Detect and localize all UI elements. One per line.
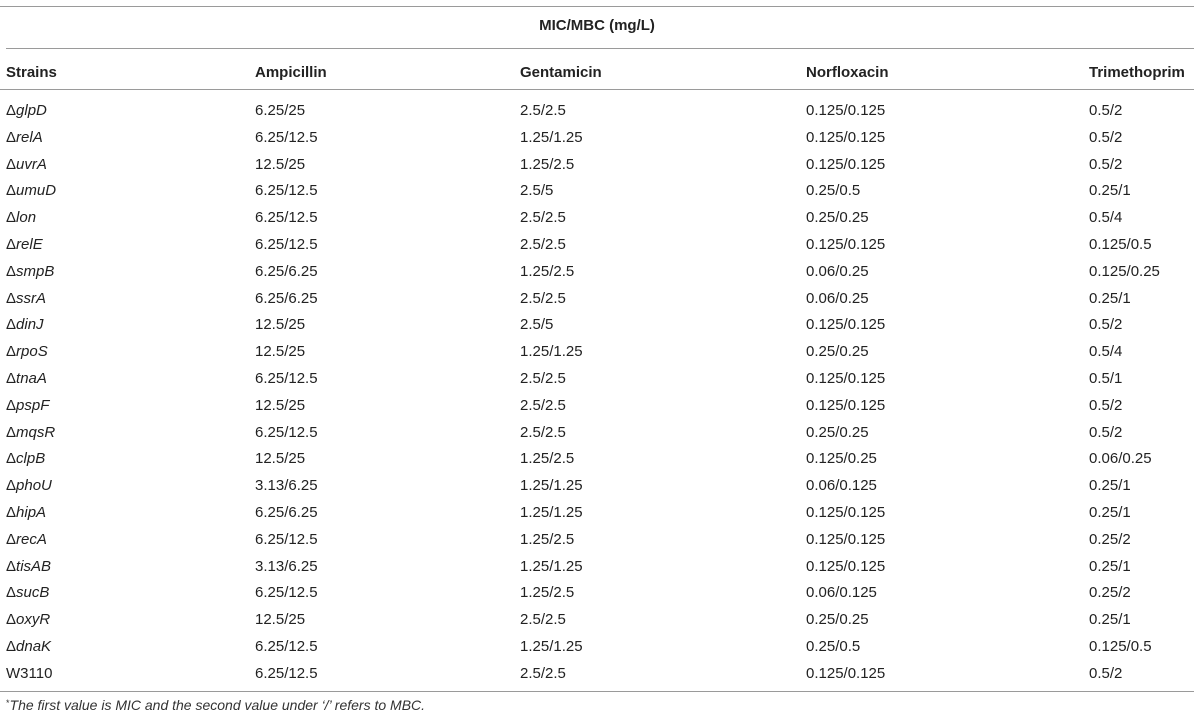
deletion-symbol: Δ bbox=[6, 262, 17, 280]
trimethoprim-cell: 0.5/4 bbox=[1089, 209, 1123, 227]
ampicillin-cell: 6.25/12.5 bbox=[255, 664, 318, 682]
strain-name: lon bbox=[16, 209, 37, 227]
strain-cell bbox=[6, 178, 56, 205]
trimethoprim-cell: 0.5/2 bbox=[1089, 316, 1123, 334]
table-bottom-rule bbox=[0, 691, 1194, 692]
norfloxacin-cell: 0.125/0.125 bbox=[806, 316, 886, 334]
trimethoprim-cell: 0.5/4 bbox=[1089, 343, 1123, 361]
ampicillin-cell: 3.13/6.25 bbox=[255, 557, 318, 575]
deletion-symbol: Δ bbox=[6, 343, 17, 361]
gentamicin-cell: 2.5/2.5 bbox=[520, 423, 566, 441]
strain-name: rpoS bbox=[16, 343, 48, 361]
trimethoprim-cell: 0.125/0.25 bbox=[1089, 262, 1160, 280]
trimethoprim-cell: 0.25/1 bbox=[1089, 557, 1131, 575]
table-row bbox=[0, 312, 1194, 339]
ampicillin-cell: 12.5/25 bbox=[255, 450, 306, 468]
group-header-rule bbox=[6, 48, 1194, 49]
strain-cell bbox=[6, 500, 46, 527]
strain-cell bbox=[6, 580, 49, 607]
table-row bbox=[0, 446, 1194, 473]
table-row bbox=[0, 661, 1194, 688]
strain-cell bbox=[6, 205, 36, 232]
group-header: MIC/MBC (mg/L) bbox=[539, 17, 655, 34]
footnote bbox=[6, 697, 425, 713]
norfloxacin-cell: 0.06/0.125 bbox=[806, 584, 877, 602]
trimethoprim-cell: 0.25/1 bbox=[1089, 504, 1131, 521]
gentamicin-cell: 2.5/2.5 bbox=[520, 396, 566, 414]
trimethoprim-cell: 0.5/2 bbox=[1089, 423, 1123, 441]
norfloxacin-cell: 0.06/0.25 bbox=[806, 262, 869, 280]
gentamicin-cell: 2.5/2.5 bbox=[520, 209, 566, 227]
norfloxacin-cell: 0.25/0.25 bbox=[806, 209, 869, 227]
table-row bbox=[0, 634, 1194, 661]
column-header-gentamicin: Gentamicin bbox=[520, 64, 602, 81]
ampicillin-cell: 6.25/12.5 bbox=[255, 128, 318, 146]
ampicillin-cell: 12.5/25 bbox=[255, 611, 306, 629]
ampicillin-cell: 6.25/12.5 bbox=[255, 638, 318, 655]
deletion-symbol: Δ bbox=[6, 504, 17, 521]
norfloxacin-cell: 0.125/0.125 bbox=[806, 128, 886, 146]
gentamicin-cell: 1.25/1.25 bbox=[520, 477, 583, 495]
deletion-symbol: Δ bbox=[6, 289, 17, 307]
strain-cell bbox=[6, 420, 55, 447]
ampicillin-cell: 12.5/25 bbox=[255, 396, 306, 414]
table-row bbox=[0, 259, 1194, 286]
deletion-symbol: Δ bbox=[6, 450, 17, 468]
column-header-norfloxacin: Norfloxacin bbox=[806, 64, 889, 81]
trimethoprim-cell: 0.125/0.5 bbox=[1089, 236, 1152, 253]
gentamicin-cell: 2.5/2.5 bbox=[520, 664, 566, 682]
gentamicin-cell: 1.25/1.25 bbox=[520, 343, 583, 361]
trimethoprim-cell: 0.5/2 bbox=[1089, 396, 1123, 414]
deletion-symbol: Δ bbox=[6, 584, 17, 602]
strain-name: dnaK bbox=[16, 638, 52, 655]
strain-name: tisAB bbox=[16, 557, 52, 575]
ampicillin-cell: 6.25/25 bbox=[255, 102, 306, 119]
norfloxacin-cell: 0.125/0.125 bbox=[806, 557, 886, 575]
deletion-symbol: Δ bbox=[6, 423, 17, 441]
table-row bbox=[0, 554, 1194, 581]
gentamicin-cell: 2.5/2.5 bbox=[520, 236, 566, 253]
norfloxacin-cell: 0.125/0.125 bbox=[806, 370, 886, 387]
table-row bbox=[0, 420, 1194, 447]
norfloxacin-cell: 0.25/0.25 bbox=[806, 343, 869, 361]
deletion-symbol: Δ bbox=[6, 611, 17, 629]
strain-name: umuD bbox=[16, 182, 57, 200]
table-top-rule bbox=[0, 6, 1194, 7]
strain-name: dinJ bbox=[16, 316, 44, 334]
deletion-symbol: Δ bbox=[6, 638, 17, 655]
strain-name: clpB bbox=[16, 450, 46, 468]
strain-name: pspF bbox=[16, 396, 50, 414]
strain-name: uvrA bbox=[16, 155, 47, 173]
strain-name: phoU bbox=[16, 477, 52, 495]
table-row bbox=[0, 232, 1194, 259]
ampicillin-cell: 6.25/12.5 bbox=[255, 584, 318, 602]
trimethoprim-cell: 0.5/2 bbox=[1089, 155, 1123, 173]
column-header-strains: Strains bbox=[6, 64, 57, 81]
strain-name: mqsR bbox=[16, 423, 56, 441]
deletion-symbol: Δ bbox=[6, 182, 17, 200]
norfloxacin-cell: 0.25/0.5 bbox=[806, 638, 861, 655]
norfloxacin-cell: 0.25/0.25 bbox=[806, 423, 869, 441]
trimethoprim-cell: 0.5/1 bbox=[1089, 370, 1123, 387]
strain-name: relA bbox=[16, 128, 43, 146]
trimethoprim-cell: 0.125/0.5 bbox=[1089, 638, 1152, 655]
deletion-symbol: Δ bbox=[6, 530, 17, 548]
table-row bbox=[0, 607, 1194, 634]
norfloxacin-cell: 0.125/0.125 bbox=[806, 396, 886, 414]
strain-cell bbox=[6, 312, 44, 339]
table-row bbox=[0, 178, 1194, 205]
norfloxacin-cell: 0.125/0.125 bbox=[806, 504, 886, 521]
strain-name: sucB bbox=[16, 584, 50, 602]
strain-name: recA bbox=[16, 530, 47, 548]
gentamicin-cell: 2.5/2.5 bbox=[520, 611, 566, 629]
ampicillin-cell: 12.5/25 bbox=[255, 155, 306, 173]
gentamicin-cell: 1.25/2.5 bbox=[520, 584, 575, 602]
table-row bbox=[0, 473, 1194, 500]
gentamicin-cell: 1.25/2.5 bbox=[520, 450, 575, 468]
ampicillin-cell: 6.25/12.5 bbox=[255, 236, 318, 253]
deletion-symbol: Δ bbox=[6, 236, 17, 253]
gentamicin-cell: 1.25/1.25 bbox=[520, 504, 583, 521]
strain-cell bbox=[6, 259, 54, 286]
norfloxacin-cell: 0.125/0.125 bbox=[806, 155, 886, 173]
ampicillin-cell: 3.13/6.25 bbox=[255, 477, 318, 495]
table-row bbox=[0, 152, 1194, 179]
norfloxacin-cell: 0.125/0.125 bbox=[806, 530, 886, 548]
deletion-symbol: Δ bbox=[6, 370, 17, 387]
norfloxacin-cell: 0.06/0.125 bbox=[806, 477, 877, 495]
ampicillin-cell: 12.5/25 bbox=[255, 316, 306, 334]
ampicillin-cell: 6.25/12.5 bbox=[255, 209, 318, 227]
deletion-symbol: Δ bbox=[6, 102, 17, 119]
strain-name: smpB bbox=[16, 262, 55, 280]
trimethoprim-cell: 0.5/2 bbox=[1089, 128, 1123, 146]
table-row bbox=[0, 366, 1194, 393]
trimethoprim-cell: 0.25/1 bbox=[1089, 182, 1131, 200]
strain-cell bbox=[6, 473, 52, 500]
ampicillin-cell: 6.25/12.5 bbox=[255, 182, 318, 200]
ampicillin-cell: 6.25/12.5 bbox=[255, 370, 318, 387]
strain-cell bbox=[6, 393, 49, 420]
deletion-symbol: Δ bbox=[6, 316, 17, 334]
table-row bbox=[0, 527, 1194, 554]
gentamicin-cell: 2.5/5 bbox=[520, 182, 554, 200]
strain-name: oxyR bbox=[16, 611, 51, 629]
gentamicin-cell: 1.25/2.5 bbox=[520, 262, 575, 280]
table-row bbox=[0, 125, 1194, 152]
table-row bbox=[0, 580, 1194, 607]
norfloxacin-cell: 0.25/0.25 bbox=[806, 611, 869, 629]
deletion-symbol: Δ bbox=[6, 128, 17, 146]
gentamicin-cell: 1.25/2.5 bbox=[520, 155, 575, 173]
deletion-symbol: Δ bbox=[6, 477, 17, 495]
ampicillin-cell: 6.25/6.25 bbox=[255, 262, 318, 280]
ampicillin-cell: 12.5/25 bbox=[255, 343, 306, 361]
gentamicin-cell: 2.5/5 bbox=[520, 316, 554, 334]
table-row bbox=[0, 286, 1194, 313]
strain-name: ssrA bbox=[16, 289, 47, 307]
table-row bbox=[0, 205, 1194, 232]
deletion-symbol: Δ bbox=[6, 155, 17, 173]
strain-name: tnaA bbox=[16, 370, 47, 387]
gentamicin-cell: 2.5/2.5 bbox=[520, 370, 566, 387]
deletion-symbol: Δ bbox=[6, 396, 17, 414]
norfloxacin-cell: 0.06/0.25 bbox=[806, 289, 869, 307]
norfloxacin-cell: 0.25/0.5 bbox=[806, 182, 861, 200]
column-header-ampicillin: Ampicillin bbox=[255, 64, 327, 81]
gentamicin-cell: 1.25/1.25 bbox=[520, 638, 583, 655]
strain-cell bbox=[6, 339, 48, 366]
norfloxacin-cell: 0.125/0.125 bbox=[806, 236, 886, 253]
ampicillin-cell: 6.25/12.5 bbox=[255, 423, 318, 441]
column-header-rule bbox=[0, 89, 1194, 90]
table-row bbox=[0, 98, 1194, 125]
strain-cell bbox=[6, 366, 47, 393]
strain-name: relE bbox=[16, 236, 43, 253]
strain-cell bbox=[6, 152, 47, 179]
footnote-text: The first value is MIC and the second value under ‘/’ refers to MBC. bbox=[9, 697, 426, 713]
ampicillin-cell: 6.25/12.5 bbox=[255, 530, 318, 548]
table-row bbox=[0, 339, 1194, 366]
strain-cell bbox=[6, 634, 51, 661]
trimethoprim-cell: 0.5/2 bbox=[1089, 102, 1123, 119]
gentamicin-cell: 2.5/2.5 bbox=[520, 102, 566, 119]
ampicillin-cell: 6.25/6.25 bbox=[255, 504, 318, 521]
trimethoprim-cell: 0.06/0.25 bbox=[1089, 450, 1152, 468]
gentamicin-cell: 1.25/2.5 bbox=[520, 530, 575, 548]
norfloxacin-cell: 0.125/0.125 bbox=[806, 102, 886, 119]
strain-cell bbox=[6, 527, 47, 554]
strain-name: W3110 bbox=[6, 664, 53, 682]
trimethoprim-cell: 0.25/2 bbox=[1089, 584, 1131, 602]
gentamicin-cell: 2.5/2.5 bbox=[520, 289, 566, 307]
trimethoprim-cell: 0.25/2 bbox=[1089, 530, 1131, 548]
strain-cell bbox=[6, 661, 52, 688]
trimethoprim-cell: 0.5/2 bbox=[1089, 664, 1123, 682]
ampicillin-cell: 6.25/6.25 bbox=[255, 289, 318, 307]
strain-name: glpD bbox=[16, 102, 47, 119]
table-row bbox=[0, 393, 1194, 420]
strain-cell bbox=[6, 286, 46, 313]
gentamicin-cell: 1.25/1.25 bbox=[520, 128, 583, 146]
trimethoprim-cell: 0.25/1 bbox=[1089, 611, 1131, 629]
trimethoprim-cell: 0.25/1 bbox=[1089, 477, 1131, 495]
gentamicin-cell: 1.25/1.25 bbox=[520, 557, 583, 575]
trimethoprim-cell: 0.25/1 bbox=[1089, 289, 1131, 307]
column-header-trimethoprim: Trimethoprim bbox=[1089, 64, 1185, 81]
strain-cell bbox=[6, 607, 50, 634]
strain-cell bbox=[6, 232, 43, 259]
strain-cell bbox=[6, 125, 43, 152]
table-row bbox=[0, 500, 1194, 527]
strain-cell bbox=[6, 98, 47, 125]
norfloxacin-cell: 0.125/0.125 bbox=[806, 664, 886, 682]
strain-name: hipA bbox=[16, 504, 47, 521]
strain-cell bbox=[6, 446, 45, 473]
deletion-symbol: Δ bbox=[6, 209, 17, 227]
footnote-marker: * bbox=[6, 698, 10, 708]
strain-cell bbox=[6, 554, 51, 581]
deletion-symbol: Δ bbox=[6, 557, 17, 575]
norfloxacin-cell: 0.125/0.25 bbox=[806, 450, 877, 468]
